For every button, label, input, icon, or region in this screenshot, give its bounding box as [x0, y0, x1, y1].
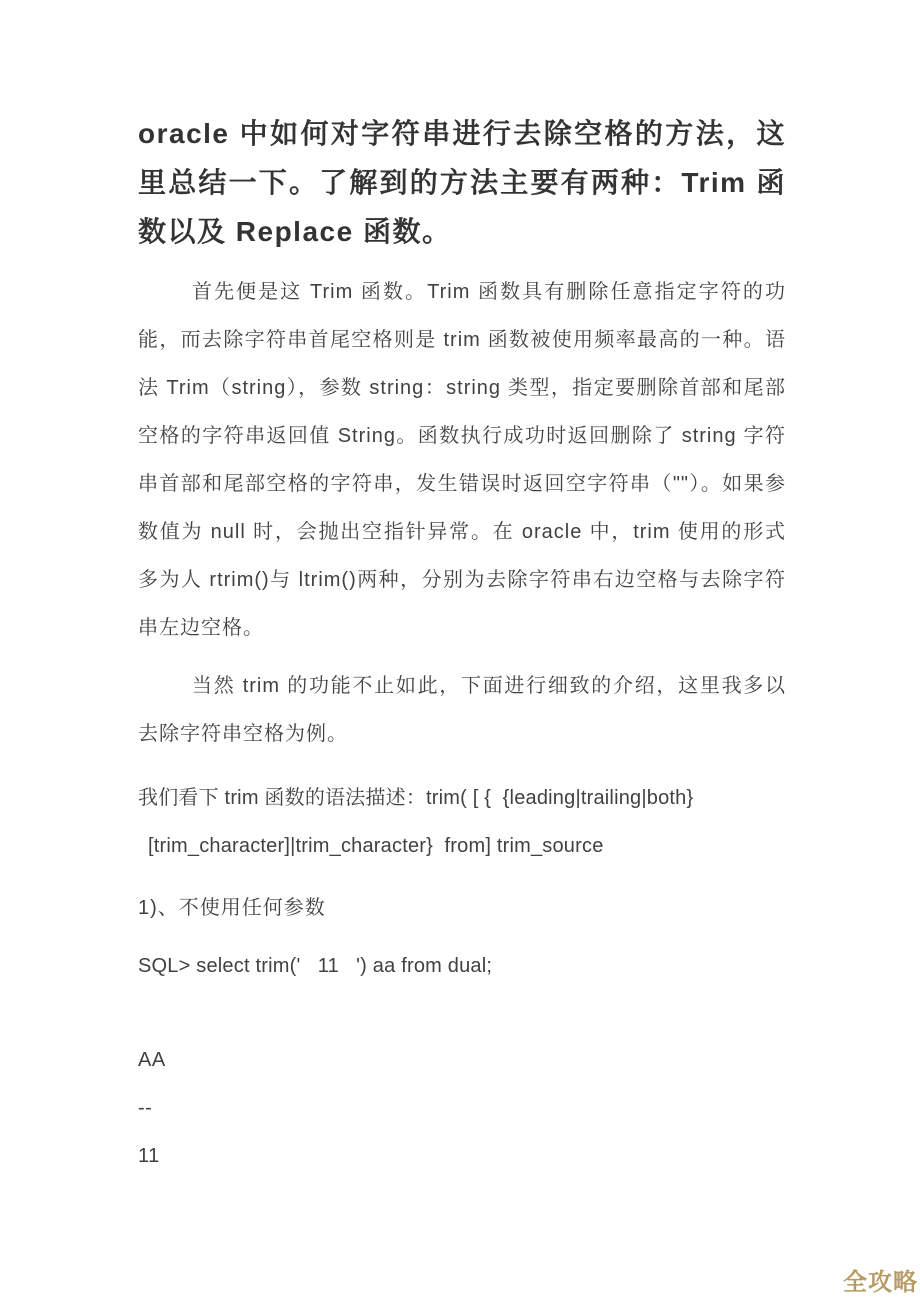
paragraph-trim-overview: 当然 trim 的功能不止如此，下面进行细致的介绍，这里我多以去除字符串空格为例。 — [138, 675, 786, 745]
article-title: oracle 中如何对字符串进行去除空格的方法，这里总结一下。了解到的方法主要有两种：Trim 函数以及 Replace 函数。 — [138, 118, 786, 247]
list-item-1-heading: 1)、不使用任何参数 — [138, 897, 326, 919]
paragraph-trim-syntax — [138, 774, 786, 870]
sql-result-value: 11 — [138, 1145, 160, 1167]
sql-result-block — [138, 1036, 786, 1180]
watermark-quangonglue: 全攻略 — [843, 1269, 918, 1296]
sql-result-column-header: AA — [138, 1049, 166, 1071]
paragraph-trim-intro: 首先便是这 Trim 函数。Trim 函数具有删除任意指定字符的功能，而去除字符串首尾空格则是 trim 函数被使用频率最高的一种。语法 Trim（string），参数 string：string 类型，指定要删除首部和尾部空格的字符串返回值 String。函数执行成功时返回删除了 string 字符串首部和尾部空格的字符串，发生错误时返回空字符串（""）。如果参数值为 null 时，会抛出空指针异常。在 oracle 中，trim 使用的形式多为人 rtrim()与 ltrim()两种，分别为去除字符串右边空格与去除字符串左边空格。 — [138, 281, 786, 639]
syntax-line-1: 我们看下 trim 函数的语法描述：trim( [ { {leading|trailing|both} — [138, 787, 694, 809]
syntax-line-2: [trim_character]|trim_character} from] trim_source — [148, 835, 604, 857]
sql-command: SQL> select trim(' 11 ') aa from dual; — [138, 955, 493, 977]
document-content — [138, 0, 786, 1180]
sql-result-separator: -- — [138, 1097, 153, 1119]
